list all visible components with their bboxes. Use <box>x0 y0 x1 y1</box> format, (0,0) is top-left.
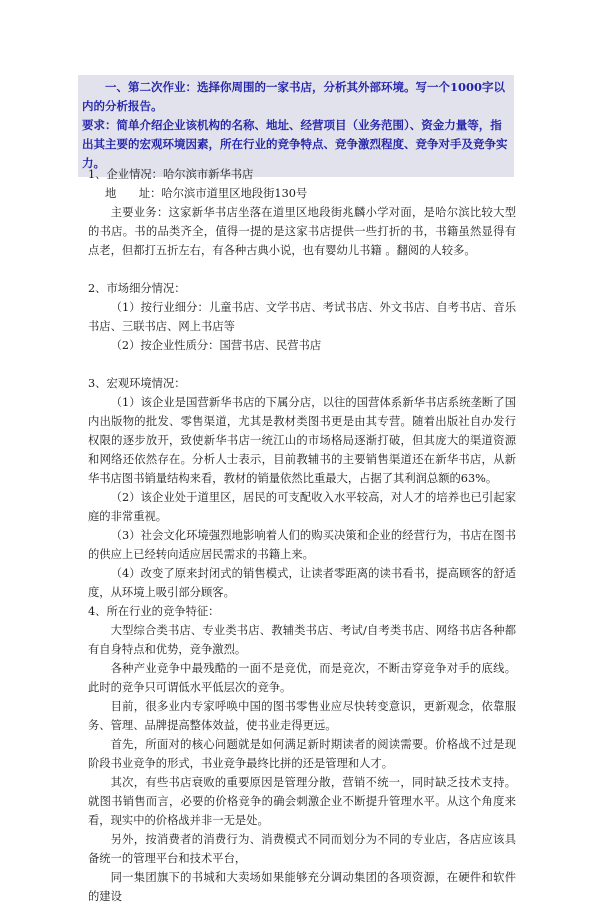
section-3-paragraph-2: （2）该企业处于道里区，居民的可支配收入水平较高，对人才的培养也已引起家庭的非常重视。 <box>88 491 516 523</box>
section-4-paragraph-6: 另外，按消费者的消费行为、消费模式不同而划分为不同的专业店，各店应该具备统一的管理平台和技术平台， <box>88 833 516 865</box>
assignment-task: 一、第二次作业：选择你周围的一家书店，分析其外部环境。写一个1000字以内的分析报告。 <box>82 80 506 113</box>
section-4-paragraph-3: 目前，很多业内专家呼唤中国的图书零售业应尽快转变意识，更新观念，依靠服务、管理、品牌提高整体效益，使书业走得更远。 <box>88 700 516 732</box>
assignment-requirements: 要求：简单介绍企业该机构的名称、地址、经营项目（业务范围）、资金力量等，指出其主要的宏观环境因素，所在行业的竞争特点、竞争激烈程度、竞争对手及竞争实力。 <box>82 118 508 170</box>
section-2-item-2: （2）按企业性质分：国营书店、民营书店 <box>110 339 322 352</box>
section-4-paragraph-1: 大型综合类书店、专业类书店、教辅类书店、考试/自考类书店、网络书店各种都有自身特点和优势，竞争激烈。 <box>88 624 516 656</box>
document-body <box>88 165 516 906</box>
section-4-paragraph-4: 首先，所面对的核心问题就是如何满足新时期读者的阅读需要。价格战不过是现阶段书业竞争的形式，书业竞争最终比拼的还是管理和人才。 <box>88 738 516 770</box>
section-4-heading: 4、所在行业的竞争特征： <box>88 605 220 618</box>
section-3-paragraph-4: （4）改变了原来封闭式的销售模式，让读者零距离的读书看书，提高顾客的舒适度，从环境上吸引部分顾客。 <box>88 567 516 599</box>
section-1-business: 主要业务：这家新华书店坐落在道里区地段街兆麟小学对面，是哈尔滨比较大型的书店。书的品类齐全，值得一提的是这家书店提供一些打折的书，书籍虽然显得有点老，但都打五折左右，有各种古典小说，也有婴幼儿书籍 。翻阅的人较多。 <box>88 206 516 257</box>
section-3-paragraph-3: （3）社会文化环境强烈地影响着人们的购买决策和企业的经营行为，书店在图书的供应上已经转向适应居民需求的书籍上来。 <box>88 529 516 561</box>
spacer <box>88 355 516 374</box>
section-4-paragraph-2: 各种产业竞争中最残酷的一面不是竞优，而是竞次，不断击穿竞争对手的底线。此时的竞争只可谓低水平低层次的竞争。 <box>88 662 516 694</box>
section-2-heading: 2、市场细分情况： <box>88 282 186 295</box>
section-4-paragraph-5: 其次，有些书店衰败的重要原因是管理分散，营销不统一，同时缺乏技术支持。就图书销售而言，必要的价格竞争的确会刺激企业不断提升管理水平。从这个角度来看，现实中的价格战并非一无是处。 <box>88 776 516 827</box>
section-1-address: 地 址：哈尔滨市道里区地段街130号 <box>104 187 308 200</box>
section-3-paragraph-1: （1）该企业是国营新华书店的下属分店，以往的国营体系新华书店系统垄断了国内出版物的批发、零售渠道，尤其是教材类图书更是由其专营。随着出版社自办发行权限的逐步放开，致使新华书店一统江山的市场格局逐渐打破，但其庞大的渠道资源和网络还依然存在。分析人士表示，目前教辅书的主要销售渠道还在新华书店，从新华书店图书销量结构来看，教材的销量依然比重最大，占据了其利润总额的63%。 <box>88 396 516 485</box>
spacer <box>88 260 516 279</box>
section-3-heading: 3、宏观环境情况： <box>88 377 186 390</box>
section-4-paragraph-7: 同一集团旗下的书城和大卖场如果能够充分调动集团的各项资源，在硬件和软件的建设 <box>88 871 516 903</box>
assignment-box <box>78 75 514 177</box>
section-2-item-1: （1）按行业细分：儿童书店、文学书店、考试书店、外文书店、自考书店、音乐书店、三联书店、网上书店等 <box>88 301 516 333</box>
section-1-heading: 1、企业情况：哈尔滨市新华书店 <box>88 168 254 181</box>
